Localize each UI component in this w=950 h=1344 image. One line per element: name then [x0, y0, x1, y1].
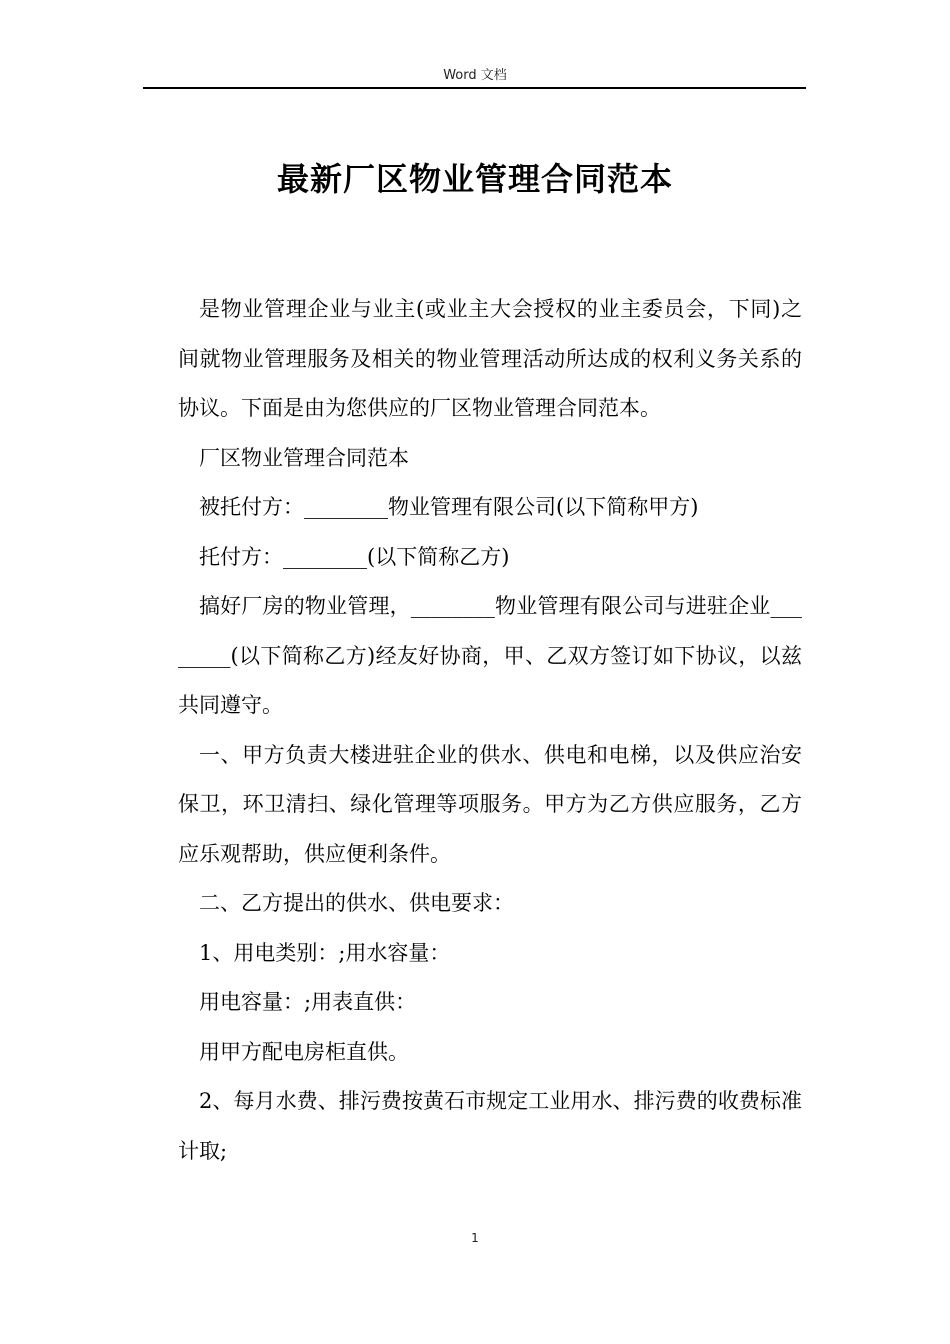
paragraph-clause-1: 一、甲方负责大楼进驻企业的供水、供电和电梯，以及供应治安保卫，环卫清扫、绿化管理等项服务。甲方为乙方供应服务，乙方应乐观帮助，供应便利条件。	[178, 742, 802, 866]
paragraph-item-1: 1、用电类别：;用水容量：	[199, 940, 451, 965]
paragraph-item-1-supply: 用甲方配电房柜直供。	[199, 1039, 409, 1064]
paragraph-party-a: 被托付方：________物业管理有限公司(以下简称甲方)	[199, 495, 699, 519]
paragraph-clause-2: 二、乙方提出的供水、供电要求：	[199, 891, 514, 915]
paragraph-party-b: 托付方：________(以下简称乙方)	[199, 544, 510, 569]
paragraph-intro: 是物业管理企业与业主(或业主大会授权的业主委员会，下同)之间就物业管理服务及相关的物业管理活动所达成的权利义务关系的协议。下面是由为您供应的厂区物业管理合同范本。	[178, 297, 802, 420]
paragraph-item-2: 2、每月水费、排污费按黄石市规定工业用水、排污费的收费标准计取;	[178, 1089, 802, 1163]
document-title: 最新厂区物业管理合同范本	[276, 160, 673, 198]
document-body	[178, 285, 802, 1176]
header-label: Word 文档	[443, 68, 507, 83]
paragraph-subtitle: 厂区物业管理合同范本	[199, 445, 409, 470]
paragraph-item-1-capacity: 用电容量：;用表直供：	[199, 990, 417, 1014]
page-number: 1	[471, 1231, 479, 1245]
paragraph-preamble: 搞好厂房的物业管理，________物业管理有限公司与进驻企业________(以下简称乙方)经友好协商，甲、乙双方签订如下协议，以兹共同遵守。	[178, 594, 802, 717]
header-divider	[143, 87, 806, 89]
